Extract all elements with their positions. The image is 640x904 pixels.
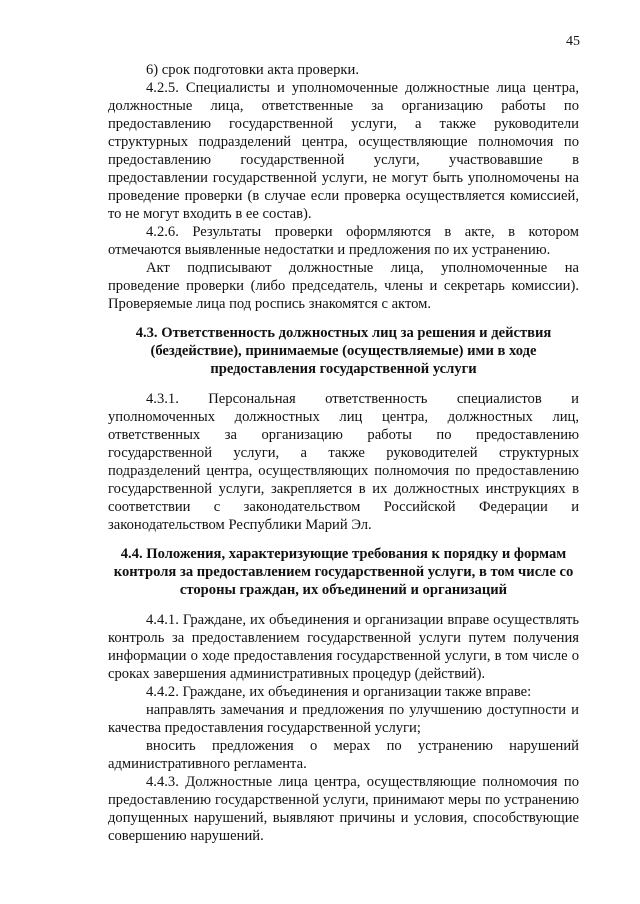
section-heading-4-4: 4.4. Положения, характеризующие требования к порядку и формам контроля за предоставлением государственной услуги, в том числе со стороны граждан, их объединений и организаций <box>113 546 574 598</box>
paragraph-4-4-1: 4.4.1. Граждане, их объединения и организации вправе осуществлять контроль за предоставлением государственной услуги путем получения информации о ходе предоставления государственной услуги, в том числе о сроках завершения административных процедур (действий). <box>108 612 579 682</box>
paragraph-4-4-3: 4.4.3. Должностные лица центра, осуществляющие полномочия по предоставлению государственной услуги, принимают меры по устранению допущенных нарушений, выявляют причины и условия, способствующие совершению нарушений. <box>108 774 579 844</box>
paragraph-vnosit: вносить предложения о мерах по устранению нарушений административного регламента. <box>108 738 579 772</box>
paragraph-4-2-6: 4.2.6. Результаты проверки оформляются в акте, в котором отмечаются выявленные недостатки и предложения по их устранению. <box>108 224 579 258</box>
spacer <box>108 599 579 611</box>
paragraph-napravlyat: направлять замечания и предложения по улучшению доступности и качества предоставления государственной услуги; <box>108 702 579 736</box>
paragraph-akt-podpis: Акт подписывают должностные лица, уполномоченные на проведение проверки (либо председатель, члены и секретарь комиссии). Проверяемые лица под роспись знакомятся с актом. <box>108 260 579 312</box>
section-heading-4-3: 4.3. Ответственность должностных лиц за решения и действия (бездействие), принимаемые (осуществляемые) ими в ходе предоставления государственной услуги <box>135 325 552 377</box>
paragraph-4-2-5: 4.2.5. Специалисты и уполномоченные должностные лица центра, должностные лица, ответственные за организацию работы по предоставлению государственной услуги, а также руководители структурных подразделений центра, осуществляющие полномочия по предоставлению государственной услуги, участвовавшие в предоставлении государственной услуги, не могут быть уполномочены на проведение проверки (в случае если проверка осуществляется комиссией, то не могут входить в ее состав). <box>108 80 579 222</box>
document-body <box>108 61 579 845</box>
paragraph-4-3-1: 4.3.1. Персональная ответственность специалистов и уполномоченных должностных лиц центра, должностных лиц, ответственных за организацию работы по предоставлению государственной услуги, а также руководителей структурных подразделений центра, осуществляющих полномочия по предоставлению государственной услуги, закрепляется в их должностных инструкциях в соответствии с законодательством Российской Федерации и законодательством Республики Марий Эл. <box>108 391 579 533</box>
spacer <box>108 313 579 324</box>
page-number: 45 <box>566 34 580 49</box>
paragraph-akt-srok: 6) срок подготовки акта проверки. <box>146 62 359 78</box>
spacer <box>108 378 579 390</box>
paragraph-4-4-2: 4.4.2. Граждане, их объединения и организации также вправе: <box>146 684 532 700</box>
spacer <box>108 534 579 545</box>
